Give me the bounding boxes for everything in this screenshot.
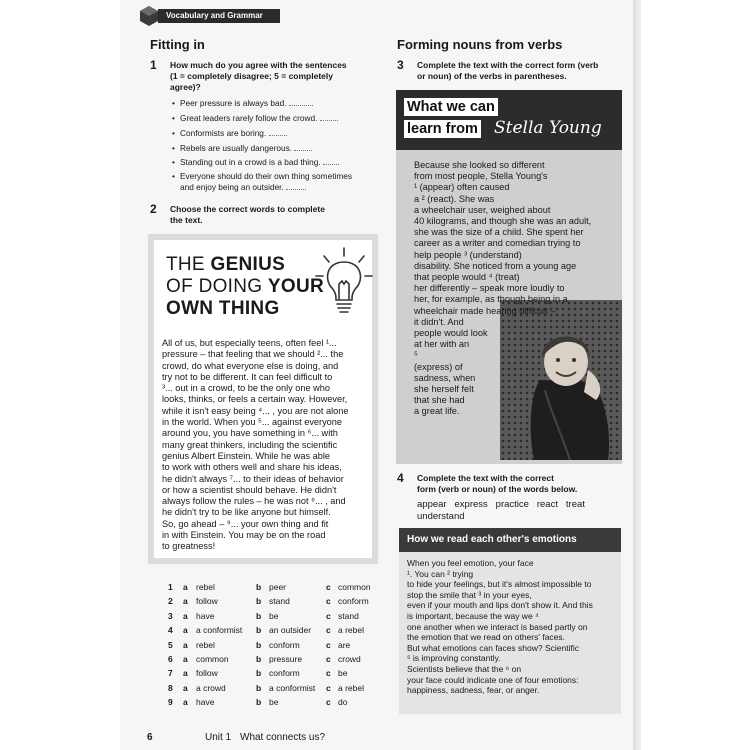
forming-nouns-title: Forming nouns from verbs: [397, 37, 563, 52]
option-a[interactable]: have: [196, 610, 215, 621]
option-number: 9: [168, 697, 173, 708]
question-1-instruction-line1: How much do you agree with the sentences: [170, 60, 347, 70]
genius-article-text: All of us, but especially teens, often feel ¹... pressure – that feeling that we should ²... the crowd, do what everyone else is doing, and try not to be different. It can feel difficult to ³... out in a crowd, to be the only one who looks, thinks, or feels a certain way. However, while it isn't easy being ⁴... , you are not alone in the world. When you ⁵... against everyone around you, you have something in ⁶... with many great thinkers, including the scientific genius Albert Einstein. While he was able to work with others well and share his ideas, he didn't always ⁷... to their ideas of behavior or how a scientist should behave. He didn't always follow the rules – he was not ⁸... , and he didn't try to be like anyone but himself. So, go ahead – ⁹... your own thing and fit in with Einstein. You may be on the road to greatness!: [162, 338, 349, 552]
fitting-in-title: Fitting in: [150, 37, 205, 52]
option-c[interactable]: conform: [338, 596, 369, 607]
option-letter-c: c: [326, 668, 331, 679]
question-3-instruction-line1: Complete the text with the correct form (verb: [417, 60, 599, 70]
stella-title-line2: learn from: [404, 120, 481, 138]
option-c[interactable]: stand: [338, 610, 359, 621]
genius-article-box: [148, 234, 378, 564]
option-letter-b: b: [256, 697, 262, 708]
option-letter-a: a: [183, 625, 188, 636]
option-letter-b: b: [256, 625, 262, 636]
option-letter-a: a: [183, 697, 188, 708]
answer-blank[interactable]: [289, 105, 313, 106]
genius-article-title: THE GENIUS OF DOING YOUR OWN THING: [166, 254, 325, 319]
answer-blank[interactable]: [286, 189, 306, 190]
option-letter-a: a: [183, 596, 188, 607]
stella-young-article-box: [396, 90, 622, 464]
option-letter-a: a: [183, 582, 188, 592]
option-number: 5: [168, 639, 173, 650]
option-number: 1: [168, 582, 173, 592]
option-letter-c: c: [326, 654, 331, 664]
stella-title-line1: What we can: [404, 98, 498, 116]
option-c[interactable]: a rebel: [338, 625, 364, 636]
option-letter-b: b: [256, 639, 262, 650]
option-number: 8: [168, 682, 173, 693]
page-edge-shadow: [633, 0, 641, 750]
statement-item: • Rebels are usually dangerous.: [180, 143, 312, 154]
option-letter-a: a: [183, 610, 188, 621]
word-bank-line2: understand: [417, 511, 465, 522]
option-c[interactable]: a rebel: [338, 682, 364, 693]
question-1-number: 1: [150, 58, 157, 72]
question-3-instruction-line2: or noun) of the verbs in parentheses.: [417, 71, 567, 81]
option-letter-a: a: [183, 639, 188, 650]
option-a[interactable]: a conformist: [196, 625, 243, 636]
answer-blank[interactable]: [323, 164, 339, 165]
section-header-label: Vocabulary and Grammar: [158, 9, 280, 23]
option-letter-b: b: [256, 668, 262, 679]
option-number: 7: [168, 668, 173, 679]
statement-item: • Great leaders rarely follow the crowd.: [180, 113, 338, 124]
stella-article-text: Because she looked so different from most people, Stella Young's ¹ (appear) often caused a ² (react). She was a wheelchair user, weighed about 40 kilograms, and though she was an adult, she was the size of a child. She spent her career as a writer and comedian trying to help people ³ (understand) disability. She noticed from a young age that people would ⁴ (treat) her differently – speak more loudly to her, for example, as though being in a wheelchair made hearing difficult – it didn't. And people would look at her with an ⁵ (express) of sadness, when she herself felt that she had a great life.: [414, 160, 592, 417]
option-b[interactable]: a conformist: [269, 682, 316, 693]
unit-title: What connects us?: [240, 732, 326, 743]
option-letter-b: b: [256, 596, 262, 607]
question-1-instruction-line3: agree)?: [170, 82, 201, 92]
answer-blank[interactable]: [269, 135, 287, 136]
option-letter-c: c: [326, 682, 331, 693]
option-c[interactable]: be: [338, 668, 348, 679]
option-letter-b: b: [256, 610, 262, 621]
option-number: 4: [168, 625, 173, 636]
question-4-number: 4: [397, 471, 404, 485]
question-2-instruction-line2: the text.: [170, 215, 203, 225]
emotions-article-title: How we read each other's emotions: [399, 528, 621, 552]
answer-blank[interactable]: [320, 120, 338, 121]
option-a[interactable]: follow: [196, 596, 218, 607]
statement-item: • Peer pressure is always bad.: [180, 98, 313, 109]
option-number: 6: [168, 654, 173, 664]
option-letter-a: a: [183, 668, 188, 679]
option-a[interactable]: have: [196, 697, 215, 708]
option-letter-c: c: [326, 625, 331, 636]
option-number: 2: [168, 596, 173, 607]
option-letter-c: c: [326, 610, 331, 621]
option-b[interactable]: be: [269, 610, 279, 621]
statement-item: • Conformists are boring.: [180, 128, 287, 139]
option-letter-a: a: [183, 682, 188, 693]
option-letter-b: b: [256, 682, 262, 693]
option-letter-a: a: [183, 654, 188, 664]
option-a[interactable]: follow: [196, 668, 218, 679]
option-letter-c: c: [326, 697, 331, 708]
emotions-article-box: [399, 528, 621, 714]
option-letter-c: c: [326, 596, 331, 607]
option-a[interactable]: rebel: [196, 639, 215, 650]
lightbulb-icon: [314, 246, 374, 326]
stella-title-name: Stella Young: [494, 118, 602, 138]
option-c[interactable]: crowd: [338, 654, 361, 664]
option-b[interactable]: conform: [269, 639, 300, 650]
option-b[interactable]: peer: [269, 582, 287, 592]
option-b[interactable]: be: [269, 697, 279, 708]
page-number: 6: [147, 732, 153, 743]
option-b[interactable]: an outsider: [269, 625, 312, 636]
answer-blank[interactable]: [294, 150, 312, 151]
question-2-number: 2: [150, 202, 157, 216]
question-4-instruction-line2: form (verb or noun) of the words below.: [417, 484, 578, 494]
option-a[interactable]: common: [196, 654, 229, 664]
option-b[interactable]: stand: [269, 596, 290, 607]
option-c[interactable]: are: [338, 639, 351, 650]
emotions-article-text: When you feel emotion, your face ¹. You can ² trying to hide your feelings, but it's almost impossible to stop the smile that ³ in your eyes, even if your mouth and lips don't show it. And this is important, because the way we ⁴ one another when we interact is based partly on the emotion that we read on others' faces. But what emotions can faces show? Scientific ⁵ is improving constantly. Scientists believe that the ⁶ on your face could indicate one of four emotions: happiness, sadness, fear, or anger.: [407, 558, 593, 696]
option-number: 3: [168, 610, 173, 621]
question-2-instruction-line1: Choose the correct words to complete: [170, 204, 325, 214]
word-bank-line1: appear express practice react treat: [417, 499, 585, 510]
option-b[interactable]: pressure: [269, 654, 303, 664]
question-1-instruction-line2: (1 = completely disagree; 5 = completely: [170, 71, 333, 81]
hexagon-icon: [138, 5, 160, 27]
option-c[interactable]: do: [338, 697, 348, 708]
option-letter-c: c: [326, 639, 331, 650]
option-c[interactable]: common: [338, 582, 371, 592]
unit-label: Unit 1: [205, 732, 232, 743]
option-letter-b: b: [256, 654, 262, 664]
option-a[interactable]: a crowd: [196, 682, 226, 693]
option-letter-c: c: [326, 582, 331, 592]
option-a[interactable]: rebel: [196, 582, 215, 592]
question-4-instruction-line1: Complete the text with the correct: [417, 473, 554, 483]
option-letter-b: b: [256, 582, 262, 592]
statement-item-continued: and enjoy being an outsider.: [180, 182, 306, 193]
question-3-number: 3: [397, 58, 404, 72]
statement-item: • Everyone should do their own thing sometimes: [180, 171, 352, 182]
statement-item: • Standing out in a crowd is a bad thing.: [180, 157, 339, 168]
option-b[interactable]: conform: [269, 668, 300, 679]
